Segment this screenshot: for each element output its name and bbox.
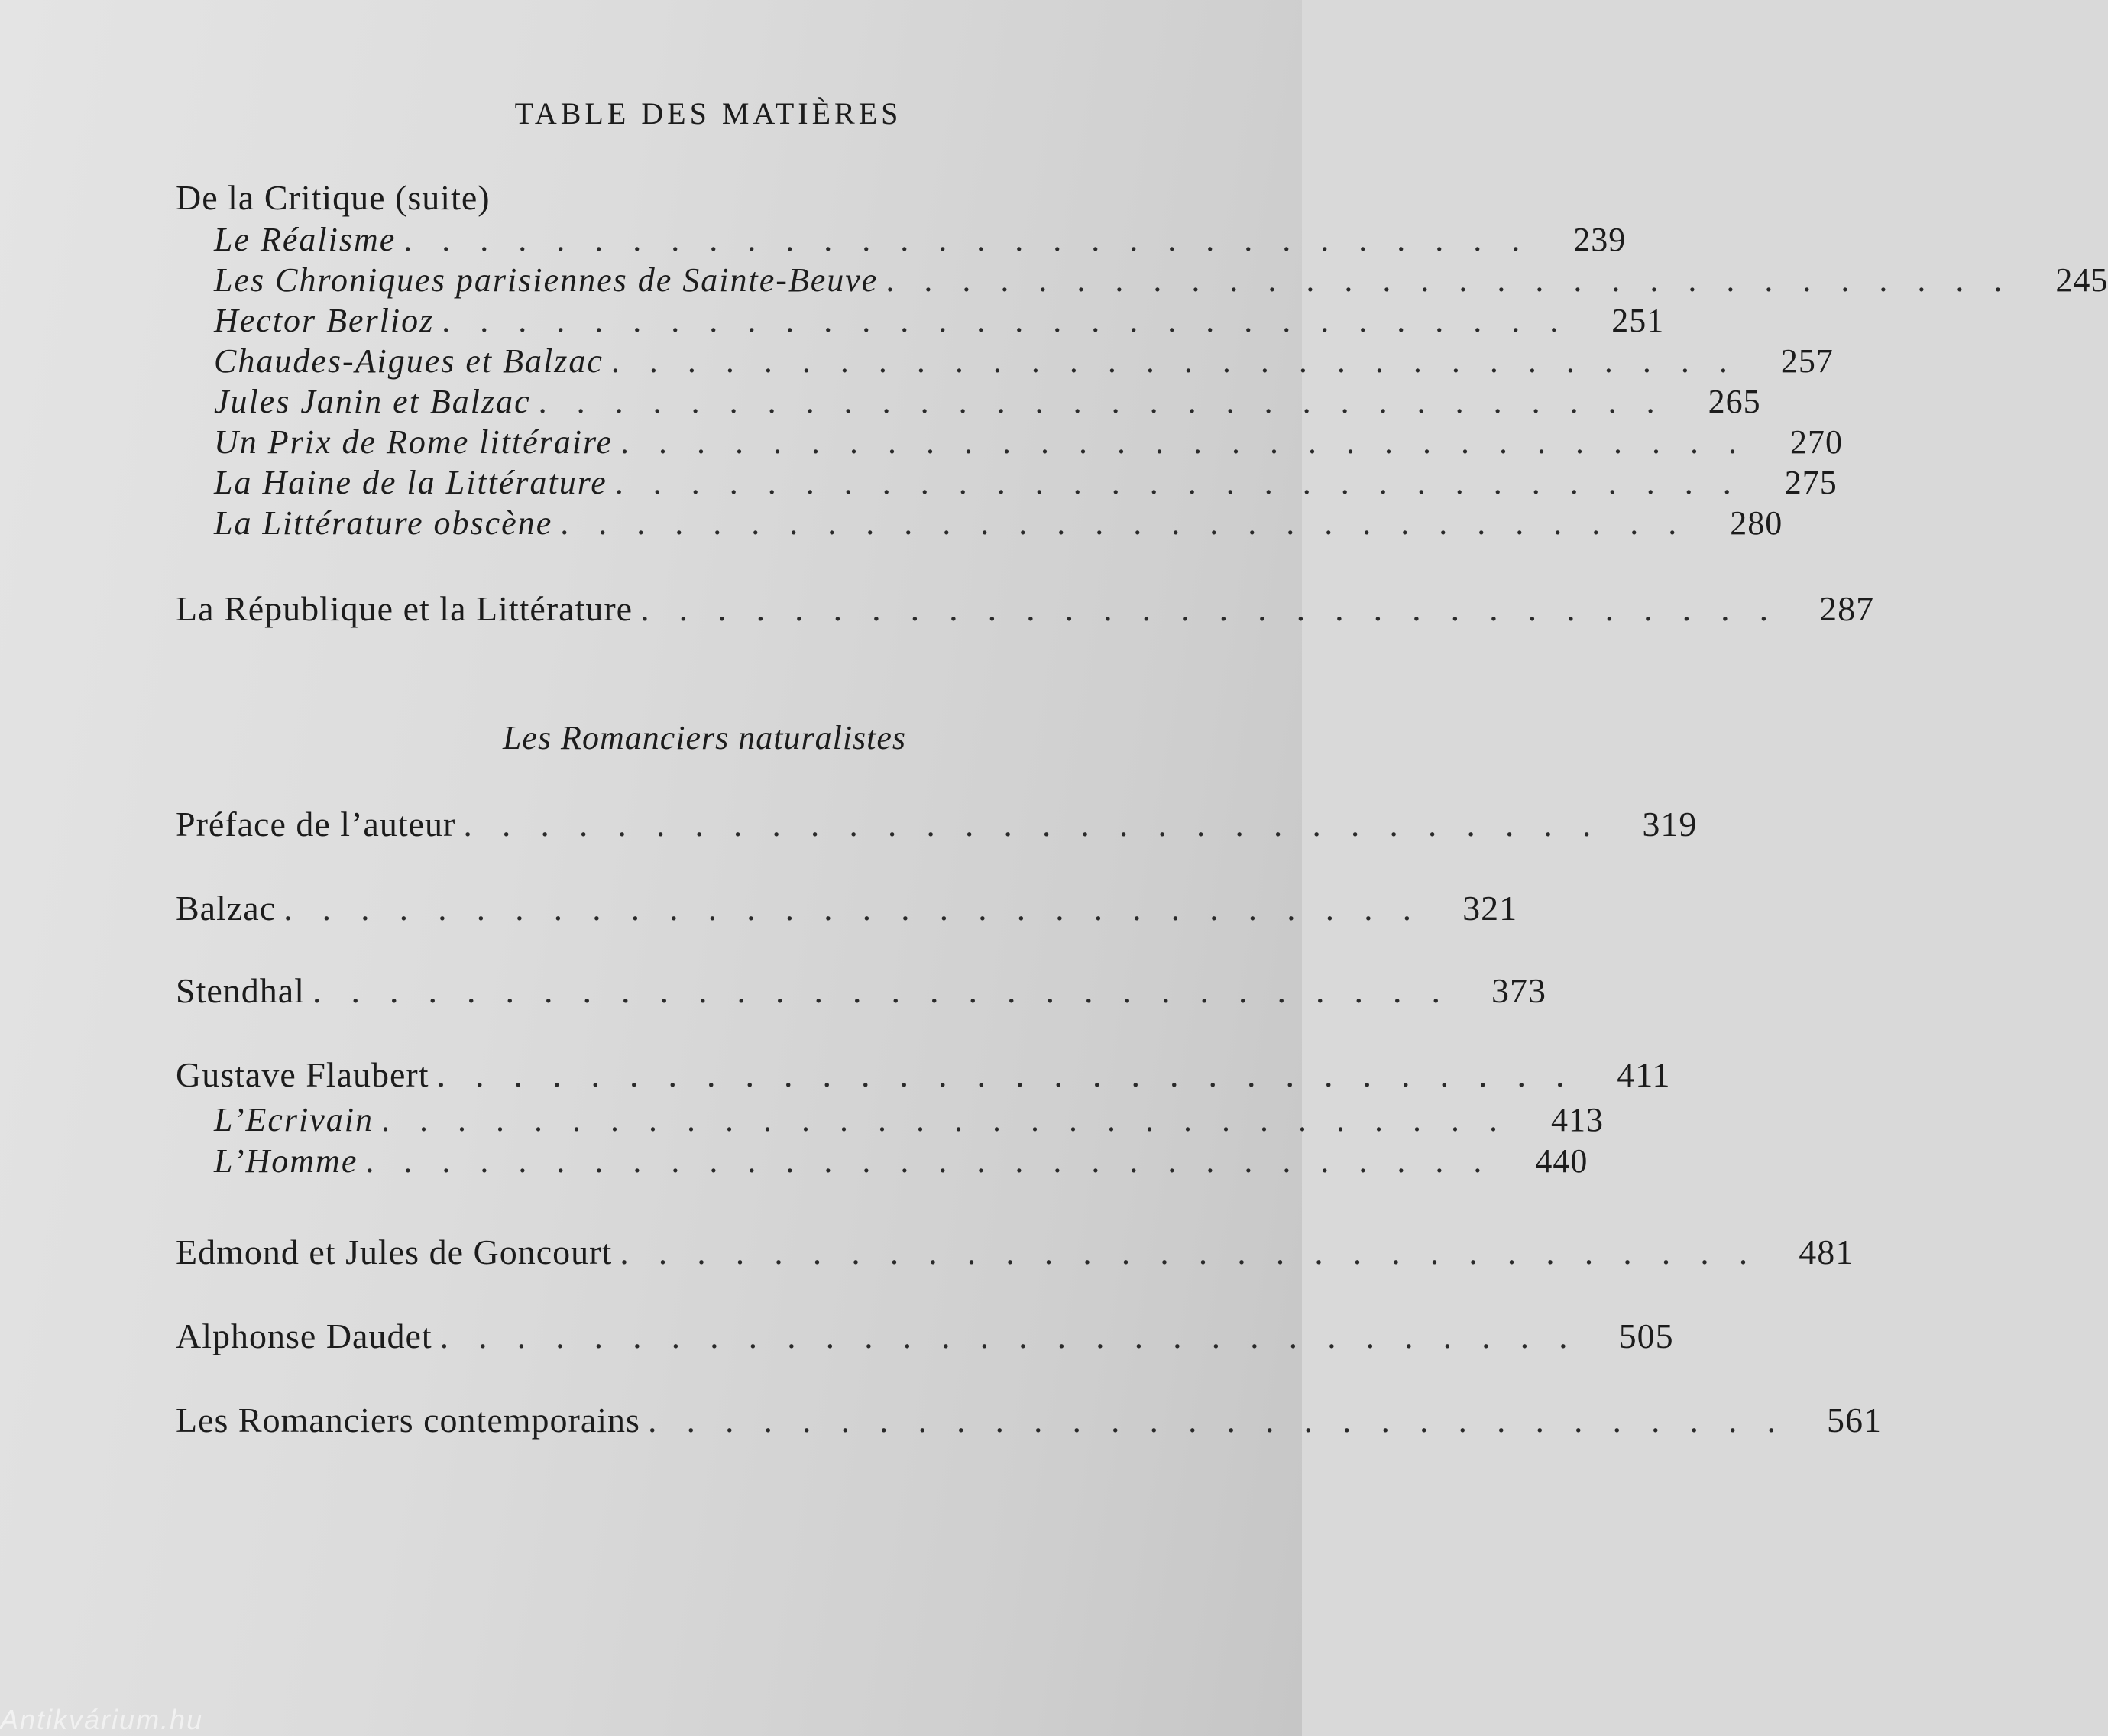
- entry-page: 251: [1611, 302, 1665, 339]
- entry-label: Stendhal: [176, 971, 305, 1010]
- entry-label: La Haine de la Littérature: [214, 464, 607, 501]
- entry-label: Hector Berlioz: [214, 302, 435, 339]
- entry-page: 440: [1535, 1142, 1588, 1180]
- dot-leader: ..............................: [283, 889, 1442, 928]
- entry-label: Les Romanciers contemporains: [176, 1401, 640, 1440]
- toc-entry[interactable]: [176, 1054, 1671, 1097]
- dot-leader: ..............................: [886, 261, 2032, 299]
- entry-label: Jules Janin et Balzac: [214, 383, 531, 420]
- dot-leader: ..............................: [620, 1232, 1778, 1271]
- dot-leader: ..............................: [610, 342, 1757, 380]
- entry-page: 280: [1730, 504, 1783, 542]
- dot-leader: ..............................: [538, 383, 1685, 420]
- toc-entry[interactable]: [214, 504, 1783, 546]
- entry-label: L’Homme: [214, 1142, 358, 1180]
- toc-entry[interactable]: [214, 301, 1665, 344]
- dot-leader: ..............................: [439, 1317, 1598, 1355]
- toc-entry[interactable]: [214, 423, 1844, 465]
- entry-page: 257: [1780, 342, 1834, 380]
- toc-entry[interactable]: [176, 1316, 1674, 1359]
- toc-entry[interactable]: [214, 261, 2108, 303]
- entry-label: La République et la Littérature: [176, 589, 633, 628]
- entry-page: 239: [1573, 221, 1627, 258]
- toc-entry[interactable]: [176, 804, 1698, 847]
- dot-leader: ..............................: [442, 302, 1588, 339]
- dot-leader: ..............................: [647, 1401, 1805, 1440]
- entry-label: Alphonse Daudet: [176, 1317, 432, 1355]
- entry-label: Chaudes-Aigues et Balzac: [214, 342, 604, 380]
- entry-label: La Littérature obscène: [214, 504, 553, 542]
- dot-leader: ..............................: [403, 221, 1550, 258]
- dot-leader: ..............................: [620, 423, 1767, 461]
- entry-label: Edmond et Jules de Goncourt: [176, 1232, 613, 1271]
- entry-page: 373: [1491, 971, 1546, 1010]
- entry-page: 270: [1790, 423, 1844, 461]
- toc-entry[interactable]: [176, 1400, 1882, 1443]
- toc-entry[interactable]: [214, 463, 1838, 506]
- watermark: Antikvárium.hu: [0, 1704, 204, 1735]
- entry-label: Le Réalisme: [214, 221, 397, 258]
- entry-page: 413: [1551, 1101, 1604, 1138]
- entry-page: 505: [1618, 1317, 1674, 1355]
- entry-label: Préface de l’auteur: [176, 805, 456, 844]
- dot-leader: ..............................: [640, 589, 1799, 628]
- toc-entry[interactable]: [214, 382, 1761, 425]
- dot-leader: ..............................: [312, 971, 1470, 1010]
- dot-leader: ..............................: [381, 1101, 1527, 1138]
- entry-label: Un Prix de Rome littéraire: [214, 423, 614, 461]
- toc-entry[interactable]: [214, 1100, 1604, 1143]
- entry-page: 275: [1784, 464, 1838, 501]
- dot-leader: ..............................: [436, 1055, 1595, 1094]
- dot-leader: ..............................: [365, 1142, 1512, 1180]
- entry-page: 321: [1462, 889, 1518, 928]
- toc-entry[interactable]: [214, 220, 1627, 263]
- page-title: TABLE DES MATIÈRES: [514, 96, 902, 131]
- dot-leader: ..............................: [463, 805, 1621, 844]
- toc-entry[interactable]: [176, 888, 1518, 931]
- entry-label: Gustave Flaubert: [176, 1055, 429, 1094]
- entry-page: 561: [1826, 1401, 1882, 1440]
- toc-entry[interactable]: [176, 1232, 1854, 1274]
- toc-entry[interactable]: [214, 342, 1834, 384]
- dot-leader: ..............................: [614, 464, 1761, 501]
- entry-page: 411: [1617, 1055, 1671, 1094]
- toc-entry[interactable]: [176, 588, 1875, 631]
- entry-label: L’Ecrivain: [214, 1101, 374, 1138]
- critique-heading: De la Critique (suite): [176, 178, 491, 217]
- entry-label: Les Chroniques parisiennes de Sainte-Beuve: [214, 261, 879, 299]
- dot-leader: ..............................: [560, 504, 1707, 542]
- section-title: Les Romanciers naturalistes: [502, 719, 907, 756]
- entry-label: Balzac: [176, 889, 277, 928]
- entry-page: 481: [1799, 1232, 1854, 1271]
- toc-entry[interactable]: [176, 970, 1546, 1013]
- toc-entry[interactable]: [214, 1142, 1588, 1184]
- entry-page: 245: [2055, 261, 2108, 299]
- entry-page: 287: [1819, 589, 1875, 628]
- entry-page: 319: [1642, 805, 1698, 844]
- entry-page: 265: [1708, 383, 1761, 420]
